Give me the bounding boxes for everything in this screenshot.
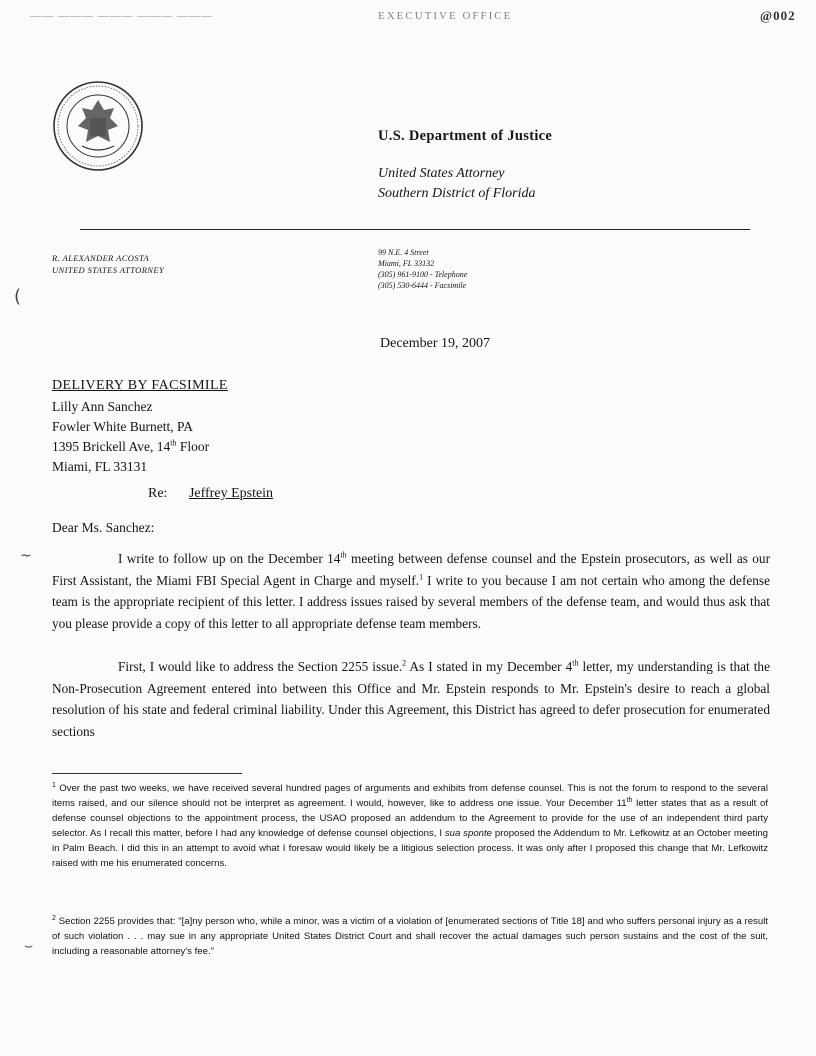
salutation: Dear Ms. Sanchez:	[52, 520, 155, 535]
recipient-city: Miami, FL 33131	[52, 459, 148, 474]
fax-page-marker: @002	[760, 8, 796, 23]
margin-mark: (	[14, 286, 22, 307]
body-paragraph-2: First, I would like to address the Section 2255 issue.$^2$ As I stated in my December 4th letter, my understanding is that the Non-Prosecution Agreement entered into between this Office and Mr. Epstein responds to Mr. Epstein's desire to reach a global resolution of his state and federal criminal liability. Under this Agreement, this District has agreed to defer prosecution for enumerated sections	[52, 658, 770, 739]
footnote-ref: 2	[402, 658, 407, 668]
footnote-ref: 1	[419, 572, 424, 582]
address-line: Miami, FL 33132	[378, 259, 435, 268]
fax-header-center: EXECUTIVE OFFICE	[378, 10, 513, 22]
footnote-2: $^2$ Section 2255 provides that: "[a]ny person who, while a minor, was a victim of a violation of [enumerated sections of Title 18] and who suffers personal injury as a result of such violation . . . may sue in any appropriate United States District Court and shall recover the actual damages such person sustains and the cost of the suit, including a reasonable attorney's fee."	[52, 914, 768, 957]
fax-header-left: —— ——— ——— ——— ———	[30, 10, 213, 22]
margin-mark: ⌣	[24, 938, 34, 954]
body-paragraph-1: I write to follow up on the December 14th meeting between defense counsel and the Epstein prosecutors, as well as our First Assistant, the Miami FBI Special Agent in Charge and myself.$^1$ I write to you because I am not certain who among the defense team is the appropriate recipient of this letter. I address issues raised by several members of the defense team, and would thus ask that you please provide a copy of this letter to all appropriate defense team members.	[52, 550, 771, 631]
delivery-method: DELIVERY BY FACSIMILE	[52, 378, 228, 393]
re-line	[148, 486, 273, 502]
office-line-1: United States Attorney	[378, 166, 505, 181]
re-subject: Jeffrey Epstein	[188, 486, 274, 501]
footnote-1: $^1$ Over the past two weeks, we have received several hundred pages of arguments and exhibits from defense counsel. This is not the forum to respond to the several items raised, and our silence should not be interpret as agreement. I would, however, like to address one issue. Your December 11th letter states that as a result of defense counsel objections to the appointment process, the USAO proposed an addendum to the Agreement to provide for the use of an independent third party selector. As I recall this matter, before I had any knowledge of defense counsel objections, I sua sponte proposed the Addendum to Mr. Lefkowitz at an October meeting in Palm Beach. I did this in an attempt to avoid what I foresaw would likely be a litigious selection process. It was only after I proposed this change that Mr. Lefkowitz raised with me his enumerated concerns.	[52, 781, 768, 869]
recipient-name: Lilly Ann Sanchez	[52, 399, 153, 414]
margin-mark: ~	[20, 548, 32, 564]
address-line: (305) 961-9100 - Telephone	[378, 270, 468, 279]
signer-block	[52, 252, 164, 276]
signer-name: R. ALEXANDER ACOSTA	[52, 253, 150, 263]
footnote-divider	[52, 773, 242, 774]
letterhead-divider	[80, 229, 750, 230]
letter-date: December 19, 2007	[380, 336, 491, 351]
recipient-firm: Fowler White Burnett, PA	[52, 419, 193, 434]
fax-header	[0, 6, 816, 28]
office-address	[378, 247, 467, 291]
agency-name: U.S. Department of Justice	[378, 128, 553, 144]
recipient-block	[52, 397, 209, 477]
address-line: (305) 530-6444 - Facsimile	[378, 281, 467, 290]
doj-seal-icon	[52, 80, 144, 172]
signer-title: UNITED STATES ATTORNEY	[52, 265, 165, 275]
re-label: Re:	[148, 486, 168, 501]
recipient-street: 1395 Brickell Ave, 14th Floor	[52, 438, 210, 454]
office-line-2: Southern District of Florida	[378, 186, 536, 201]
address-line: 99 N.E. 4 Street	[378, 248, 429, 257]
